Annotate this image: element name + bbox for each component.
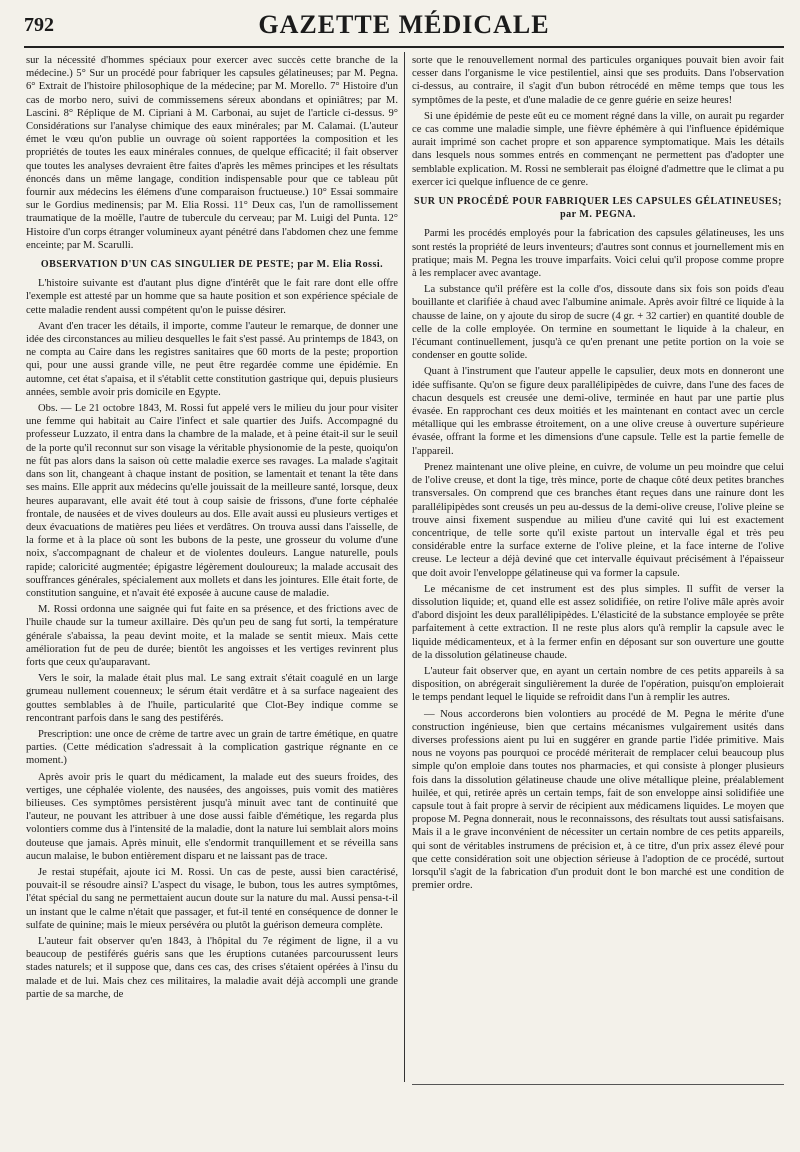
paragraph: Le mécanisme de cet instrument est des plus simples. Il suffit de verser la dissolution liquide; et, quand elle est assez solidifiée, on retire l'olive mâle après avoir d'abord disjoint les deux parallélipipèdes. L'élasticité de la substance employée se prête parfaitement à cette extraction. Il ne reste plus alors qu'à remplir la capsule avec le liquide médicamenteux, et à la fermer enfin en déposant sur son ouverture une goutte de la dissolution gélatineuse chaude.	[412, 583, 784, 661]
paragraph: Avant d'en tracer les détails, il importe, comme l'auteur le remarque, de donner une idée des circonstances au milieu desquelles le fait s'est passé. Au printemps de 1843, on ne compta au Caire dans les registres sanitaires que 60 morts de la peste; proportion qui, pour une aussi grande ville, ne peut être regardée comme une épidémie. En automne, cet état s'apaisa, et il s'établit cette constitution gastrique qui, depuis plusieurs années, semble avoir pris domicile en Egypte.	[26, 320, 398, 398]
section-title-capsules: SUR UN PROCÉDÉ POUR FABRIQUER LES CAPSULES GÉLATINEUSES; par M. PEGNA.	[414, 196, 782, 221]
paragraph: — Nous accorderons bien volontiers au procédé de M. Pegna le mérite d'une construction ingénieuse, bien que certains mécanismes vulgairement usités dans diverses professions aient pu lui en suggérer en grande partie l'idée primitive. Mais nous ne voyons pas pourquoi ce procédé mériterait de remplacer celui beaucoup plus simple qu'on emploie dans toutes nos pharmacies, et qui consiste à plonger plusieurs fois dans la dissolution gélatineuse chaude une olive métallique pleine, préalablement huilée, et qui, retirée après un certain temps, fait de son enveloppe ainsi solidifiée une capsule tout à fait propre à servir de récipient aux médicamens liquides. Le moyen que propose M. Pegna donnerait, nous le reconnaissons, des résultats tout aussi satisfaisans. Mais il a le grave inconvénient de nécessiter un certain nombre de ces petits appareils, qui sont de véritables instrumens de précision et, à ce titre, d'un prix assez élevé pour que cette considération soit une objection sérieuse à l'adoption de ce procédé, surtout lorsqu'il s'agit de la fabrication d'un produit dont le bon marché est une condition de premier ordre.	[412, 708, 784, 892]
paragraph: sorte que le renouvellement normal des particules organiques pouvait bien avoir fait cesser dans l'organisme le vice pestilentiel, ainsi que ses produits. Dans l'observation ci-dessus, au contraire, il s'agit d'un bubon rétrocédé en même temps que tous les symptômes de la peste, et d'une maladie de ce genre guérie en seize heures!	[412, 55, 784, 106]
paragraph: Obs. — Le 21 octobre 1843, M. Rossi fut appelé vers le milieu du jour pour visiter une femme qui habitait au Caire l'infect et sale quartier des Juifs. Accompagné du professeur Luzzato, il entra dans la chambre de la malade, et à peine était-il sur le seuil de la porte qu'il reconnut sur son visage la véritable physionomie de la peste, quoiqu'on ne fût pas alors dans la saison où cette maladie exerce ses ravages. La malade s'agitait dans son lit, changeant à chaque instant de position, se lamentait et tenant la tête dans ses mains. Elle apprit aux médecins qu'elle jouissait de la meilleure santé, lorsque, deux heures auparavant, elle avait été tout à coup saisie de frissons, d'une forte céphalée frontale, de nausées et de vives douleurs au dos. Elle avait aussi eu plusieurs vertiges et deux évacuations de matières peu liées et verdâtres. On trouva aussi dans l'aisselle, de la forme et à la place où sont les bubons de la peste, une grosseur du volume d'une noix, s'accompagnant de chaleur et de violentes douleurs. Langue naturelle, pouls rapide; caloricité augmentée; épigastre légèrement douloureux; la malade accusait des souffrances générales, spécialement aux mollets et dans les jointures. Elle était forte, de constitution sanguine, et n'avait été exposée à aucune cause de maladie.	[26, 403, 398, 599]
paragraph: sur la nécessité d'hommes spéciaux pour exercer avec succès cette branche de la médecine.) 5° Sur un procédé pour fabriquer les capsules gélatineuses; par M. Pegna. 6° Extrait de l'histoire philosophique de la médecine; par M. Morello. 7° Histoire d'un cas de morbo nero, suivi de commissemens séreux abondans et opiniâtres; par M. Lascini. 8° Réplique de M. Cipriani à M. Carbonai, au sujet de l'article ci-dessus. 9° Considérations sur l'analyse chimique des eaux minérales; par M. Calamai. (L'auteur émet le vœu qu'on publie un ouvrage où soient rapportées la composition et les propriétés de toutes les eaux minérales connues, de quelque efficacité; il fait observer que toutes les analyses devraient être faites d'après les mêmes principes et les résultats énoncés dans un même langage, condition indispensable pour que ce tableau pût fournir aux médecins les élémens d'une comparaison fructueuse.) 10° Essai sommaire sur le Gordius medinensis; par M. Elia Rossi. 11° Deux cas, l'un de ramollissement traumatique de la moëlle, l'autre de tubercule du cerveau; par M. Luigi del Punta. 12° Histoire d'un corps étranger volumineux ayant pénétré dans l'abdomen chez une femme enceinte; par M. Scarulli.	[26, 55, 398, 251]
column-divider	[404, 52, 405, 1082]
paragraph: L'auteur fait observer qu'en 1843, à l'hôpital du 7e régiment de ligne, il a vu beaucoup de pestiférés guéris sans que les éruptions cutanées parcourussent leurs stades naturels; et il suppose que, dans ces cas, des crises s'étaient opérées à l'insu du malade et de lui. Mais chez ces militaires, la maladie avait déjà accompli une grande partie de sa marche, de	[26, 936, 398, 1000]
left-column	[26, 54, 398, 1142]
section-title-plague: OBSERVATION D'UN CAS SINGULIER DE PESTE; par M. Elia Rossi.	[40, 259, 384, 271]
journal-title: GAZETTE MÉDICALE	[258, 10, 550, 39]
paragraph: Quant à l'instrument que l'auteur appelle le capsulier, deux mots en donneront une idée suffisante. Qu'on se figure deux parallélipipèdes de cuivre, dans l'une des faces de chacun desquels est creusée une demi-olive, terminée en haut par une partie plus évasée. En rapprochant ces deux moitiés et les maintenant en contact avec un cercle métallique qui les embrasse étroitement, on a une olive creuse à ouverture supérieure évasée, offrant la forme et les dimensions d'une capsule. Telle est la partie femelle de l'appareil.	[412, 366, 784, 457]
paragraph: Prenez maintenant une olive pleine, en cuivre, de volume un peu moindre que celui de l'olive creuse, et dont la tige, très mince, porte de chaque côté deux petites branches transversales. On comprend que ces branches étant reçues dans une rainure dont les parallélipipèdes sont creusés un peu au-dessus de la demi-olive creuse, l'olive pleine se trouve ainsi fixement suspendue au milieu d'une cavité qui lui est exactement concentrique, de telle sorte qu'il existe partout un intervalle égal et très peu considérable entre la surface externe de l'olive pleine, et la face interne de l'olive creuse. Le lecteur a déjà deviné que cet intervalle équivaut précisément à l'épaisseur que doit avoir l'enveloppe gélatineuse qui va former la capsule.	[412, 461, 784, 579]
paragraph: Parmi les procédés employés pour la fabrication des capsules gélatineuses, les uns sont restés la propriété de leurs inventeurs; d'autres sont connus et journellement mis en pratique; mais M. Pegna les trouve imparfaits. Voici celui qu'il propose comme propre à les remplacer avec avantage.	[412, 228, 784, 280]
right-column	[412, 54, 784, 1142]
paragraph: La substance qu'il préfère est la colle d'os, dissoute dans six fois son poids d'eau bouillante et clarifiée à chaud avec l'albumine animale. Après avoir filtré ce liquide à la chausse de laine, on y ajoute du sirop de sucre (4 gr. + 32 cartier) en quantité double de celle de la colle employée. On termine en soumettant le liquide à la chaleur, en l'écumant continuellement, jusqu'à ce qu'en prenant une petite portion on la voie se condenser en goutte solide.	[412, 284, 784, 362]
paragraph: Prescription: une once de crème de tartre avec un grain de tartre émétique, en quatre parties. (Cette médication s'adressait à la complication gastrique régnante en ce moment.)	[26, 728, 398, 767]
footer-rule	[412, 1084, 784, 1087]
paragraph: Vers le soir, la malade était plus mal. Le sang extrait s'était coagulé en un large grumeau nullement couenneux; le sérum était verdâtre et à sa surface nageaient des gouttes semblables à de l'huile, particularité que Clot-Bey indique comme se rencontrant parfois dans le sang des pestiférés.	[26, 673, 398, 724]
paragraph: L'histoire suivante est d'autant plus digne d'intérêt que le fait rare dont elle offre l'exemple est attesté par un homme que sa haute position et son expérience spéciale de cette maladie rendent aussi compétent qu'on le puisse désirer.	[26, 278, 398, 316]
paragraph: Je restai stupéfait, ajoute ici M. Rossi. Un cas de peste, aussi bien caractérisé, pouvait-il se résoudre ainsi? L'aspect du visage, le bubon, tous les autres symptômes, l'état spécial du sang ne permettaient aucun doute sur la nature du mal. Aussi pensa-t-il un instant que le calme n'était que passager, et fut-il tenté en conséquence de donner le sulfate de quinine; mais le mieux persévéra ou plutôt la guérison demeura complète.	[26, 866, 398, 931]
page-header	[24, 6, 784, 48]
paragraph: M. Rossi ordonna une saignée qui fut faite en sa présence, et des frictions avec de l'huile chaude sur la tumeur axillaire. Dès qu'un peu de sang fut sorti, la température générale s'abaissa, la peau devint moite, et la malade se sentit mieux. Mais cette amélioration fut de peu de durée; bientôt les angoisses et les vertiges revinrent plus forts que ceux qu'auparavant.	[26, 604, 398, 668]
paragraph: Si une épidémie de peste eût eu ce moment régné dans la ville, on aurait pu regarder ce cas comme une maladie simple, une fièvre éphémère à qui l'influence épidémique aurait imprimé son cachet propre et son apparence symptomatique. Mais les détails dans lesquels nous sommes entrés en commençant ne permettent pas d'adopter une semblable explication. M. Rossi ne semblerait pas éloigné d'admettre que le climat a pu exercer ici quelque influence de ce genre.	[412, 110, 784, 188]
paragraph: Après avoir pris le quart du médicament, la malade eut des sueurs froides, des vertiges, une céphalée violente, des nausées, des angoisses, puis vomit des matières bilieuses. Ces symptômes persistèrent jusqu'à minuit avec tant de continuité que l'auteur, ne pouvant les attribuer à une dose aussi faible d'émétique, les regarda plus volontiers comme dus à l'intensité de la maladie, dont la nature lui semblait alors moins douteuse que jamais. Après minuit, elle s'endormit tranquillement et se réveilla sans aucun malaise, le bubon entièrement disparu et ne laissant pas de trace.	[26, 771, 398, 862]
paragraph: L'auteur fait observer que, en ayant un certain nombre de ces petits appareils à sa disposition, on abrégerait singulièrement la durée de l'opération, puisqu'on emploierait le temps pendant lequel le liquide se refroidit dans l'un à remplir les autres.	[412, 665, 784, 704]
page-number: 792	[24, 14, 54, 36]
